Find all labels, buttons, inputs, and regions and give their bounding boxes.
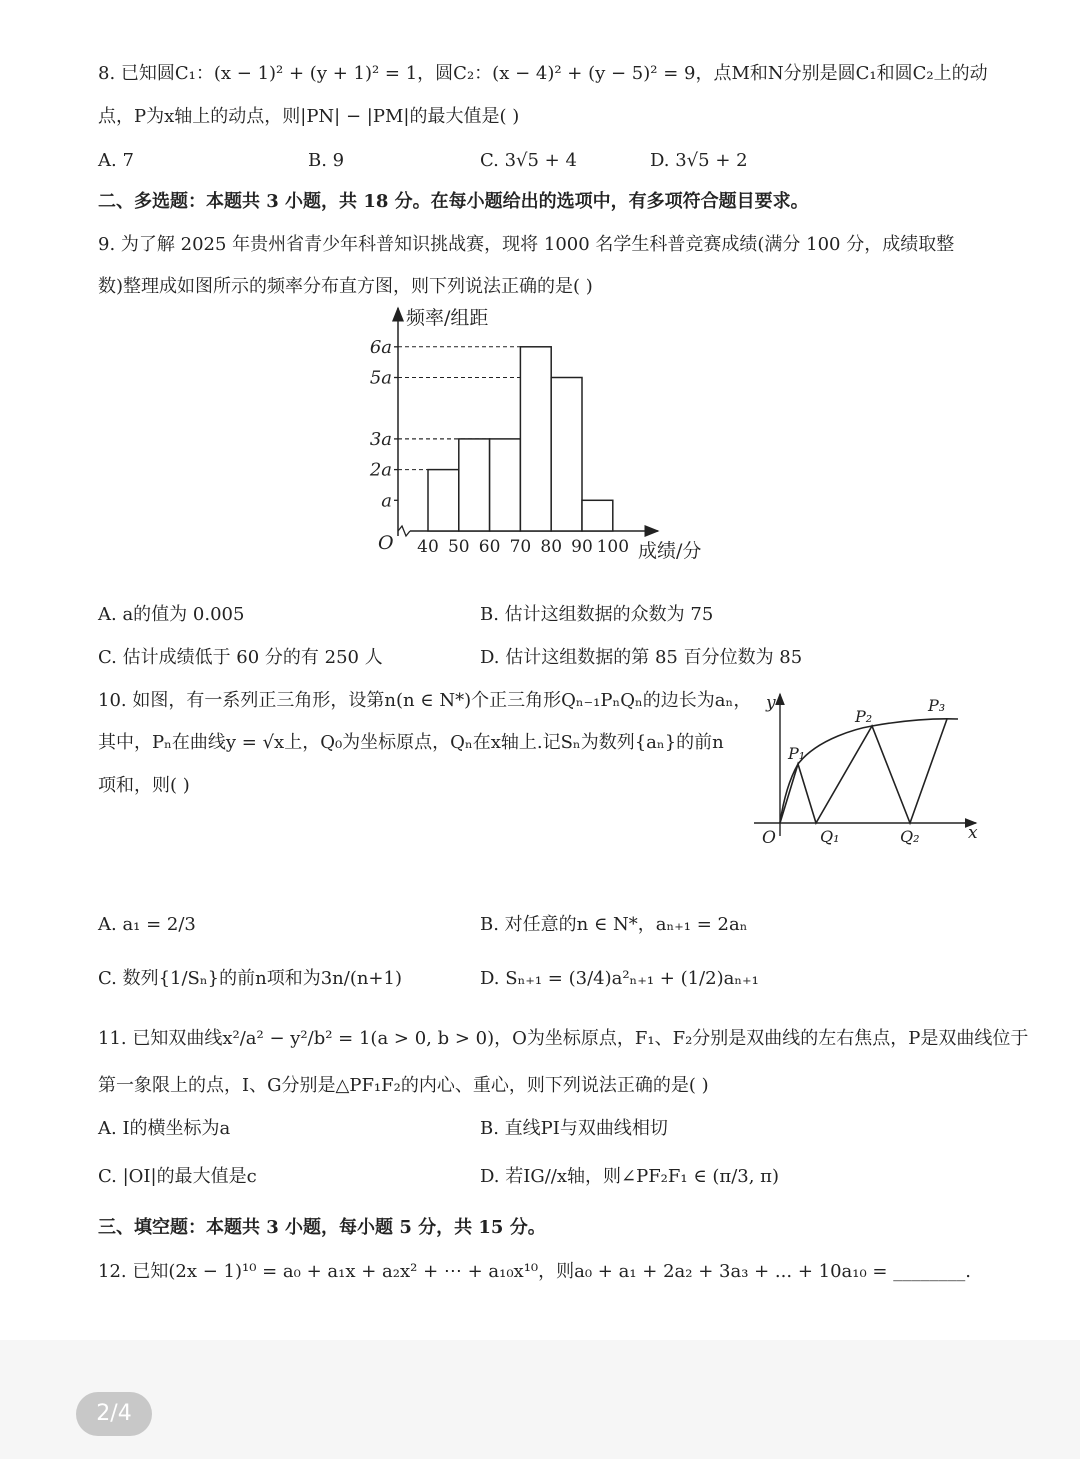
q9-line2: 数)整理成如图所示的频率分布直方图，则下列说法正确的是( ) <box>98 276 593 297</box>
q12-line: 12. 已知(2x − 1)¹⁰ = a₀ + a₁x + a₂x² + ⋯ + a₁₀x¹⁰，则a₀ + a₁ + 2a₂ + 3a₃ + ... + 10a₁₀ = ________. <box>98 1261 971 1282</box>
q9-option-b: B. 估计这组数据的众数为 75 <box>480 604 714 625</box>
q9-option-a: A. a的值为 0.005 <box>98 604 245 625</box>
q10-line2: 其中，Pₙ在曲线y = √x上，Q₀为坐标原点，Qₙ在x轴上.记Sₙ为数列{aₙ}的前n <box>98 732 724 753</box>
fig-y-label: y <box>766 693 776 713</box>
q11-option-d: D. 若IG//x轴，则∠PF₂F₁ ∈ (π/3, π) <box>480 1166 780 1187</box>
y-tick-label: 5a <box>369 367 392 389</box>
label-p3: P₃ <box>928 696 946 715</box>
q11-line2: 第一象限上的点，I、G分别是△PF₁F₂的内心、重心，则下列说法正确的是( ) <box>98 1075 709 1096</box>
q9-option-d: D. 估计这组数据的第 85 百分位数为 85 <box>480 647 803 668</box>
q8-option-a: A. 7 <box>98 150 134 171</box>
x-tick-label: 40 <box>417 537 439 557</box>
q11-option-b: B. 直线PI与双曲线相切 <box>480 1118 668 1139</box>
viewer-footer <box>0 1340 1080 1459</box>
y-tick-label: 3a <box>369 428 392 450</box>
q9-line1: 9. 为了解 2025 年贵州省青少年科普知识挑战赛，现将 1000 名学生科普竞赛成绩(满分 100 分，成绩取整 <box>98 234 955 255</box>
fig-origin-label: O <box>762 828 776 848</box>
histogram-bar <box>490 439 521 531</box>
y-tick-label: a <box>381 490 392 512</box>
label-p1: P₁ <box>788 744 806 763</box>
label-q1: Q₁ <box>820 827 840 846</box>
histogram-bar <box>551 378 582 532</box>
q11-line1: 11. 已知双曲线x²/a² − y²/b² = 1(a > 0, b > 0)，O为坐标原点，F₁、F₂分别是双曲线的左右焦点，P是双曲线位于 <box>98 1028 1029 1049</box>
fig-x-label: x <box>968 823 978 843</box>
histogram-chart <box>360 300 740 570</box>
x-tick-label: 60 <box>478 537 501 557</box>
histogram-bar <box>428 470 459 531</box>
sqrt-curve <box>780 719 958 823</box>
y-axis-label: 频率/组距 <box>406 307 489 329</box>
x-tick-label: 90 <box>571 537 593 557</box>
q8-option-b: B. 9 <box>308 150 345 171</box>
q8-line1: 8. 已知圆C₁：(x − 1)² + (y + 1)² = 1，圆C₂：(x − 4)² + (y − 5)² = 9，点M和N分别是圆C₁和圆C₂上的动 <box>98 63 988 84</box>
section2-heading: 二、多选题：本题共 3 小题，共 18 分。在每小题给出的选项中，有多项符合题目要求。 <box>98 191 809 212</box>
x-axis-label: 成绩/分 <box>638 540 702 562</box>
origin-label: O <box>378 532 394 554</box>
x-tick-label: 70 <box>509 537 532 557</box>
triangle-figure <box>750 686 990 856</box>
x-tick-label: 80 <box>540 537 563 557</box>
y-tick-label: 2a <box>369 459 392 481</box>
label-q2: Q₂ <box>900 827 920 846</box>
x-tick-label: 50 <box>447 537 470 557</box>
q8-option-d: D. 3√5 + 2 <box>650 150 748 171</box>
x-tick-label: 100 <box>596 537 630 557</box>
q10-option-c: C. 数列{1/Sₙ}的前n项和为3n/(n+1) <box>98 968 402 989</box>
y-tick-label: 6a <box>369 336 392 358</box>
q10-option-d: D. Sₙ₊₁ = (3/4)a²ₙ₊₁ + (1/2)aₙ₊₁ <box>480 968 759 989</box>
q11-option-c: C. |OI|的最大值是c <box>98 1166 257 1187</box>
q10-line3: 项和，则( ) <box>98 775 190 796</box>
label-p2: P₂ <box>855 707 873 726</box>
histogram-bar <box>520 347 551 531</box>
section3-heading: 三、填空题：本题共 3 小题，每小题 5 分，共 15 分。 <box>98 1217 546 1238</box>
q8-line2: 点，P为x轴上的动点，则|PN| − |PM|的最大值是( ) <box>98 106 520 127</box>
q9-option-c: C. 估计成绩低于 60 分的有 250 人 <box>98 647 383 668</box>
q11-option-a: A. I的横坐标为a <box>98 1118 231 1139</box>
q10-option-b: B. 对任意的n ∈ N*，aₙ₊₁ = 2aₙ <box>480 914 748 935</box>
q10-option-a: A. a₁ = 2/3 <box>98 914 196 935</box>
q8-option-c: C. 3√5 + 4 <box>480 150 577 171</box>
q10-line1: 10. 如图，有一系列正三角形，设第n(n ∈ N*)个正三角形Qₙ₋₁PₙQₙ的边长为aₙ， <box>98 690 752 711</box>
triangle-chain <box>780 719 947 823</box>
histogram-bar <box>582 500 613 531</box>
axis-break <box>398 526 410 536</box>
page-indicator: 2/4 <box>76 1392 152 1436</box>
histogram-bar <box>459 439 490 531</box>
